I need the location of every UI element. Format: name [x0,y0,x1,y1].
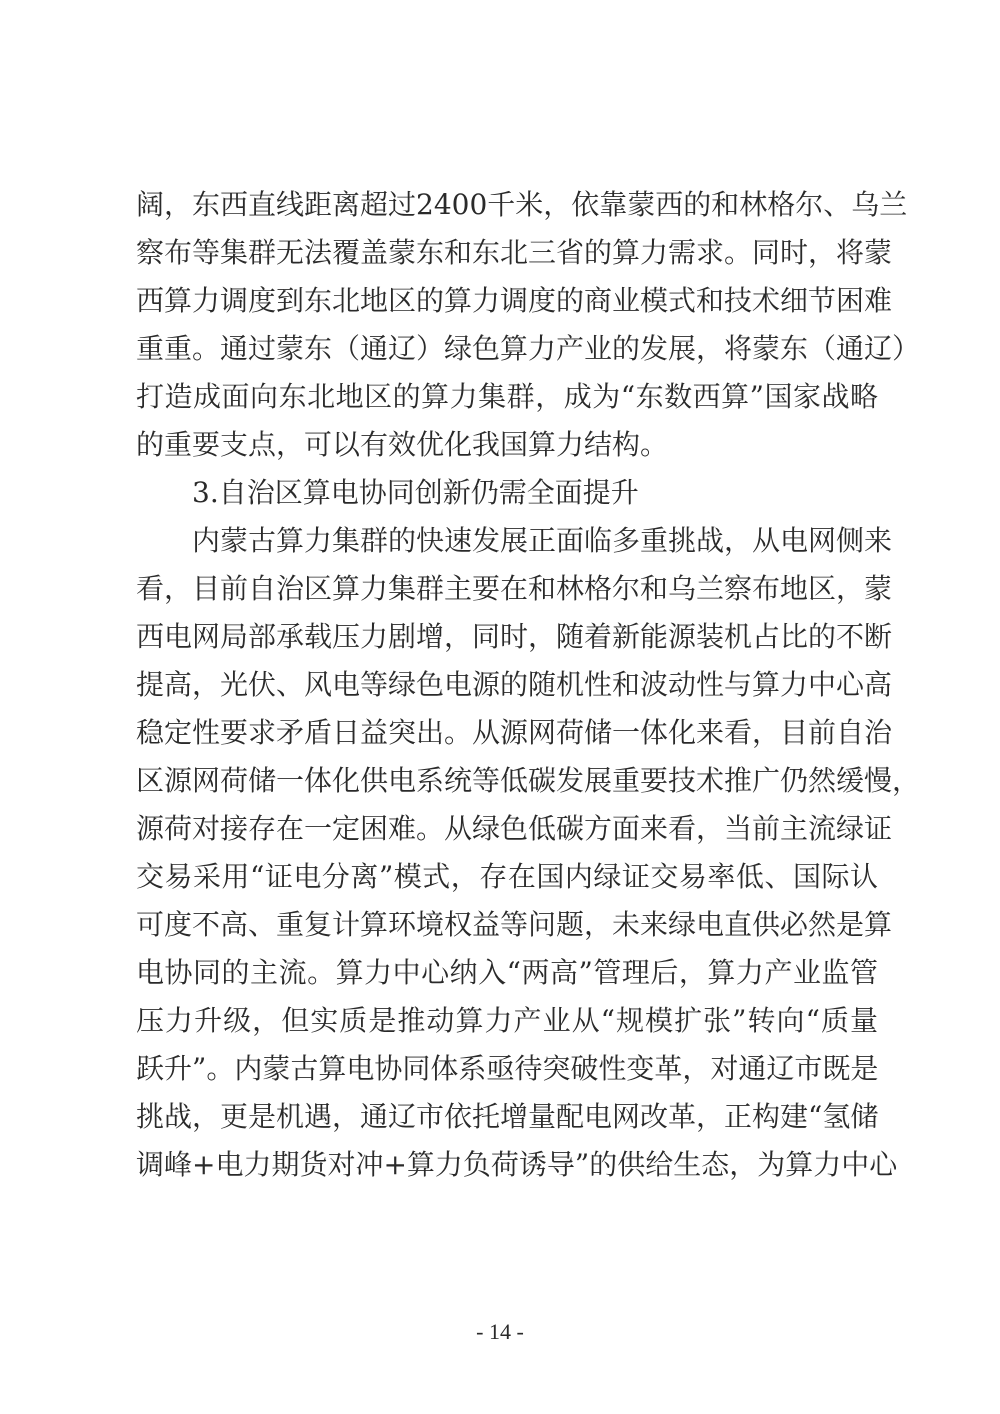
text-line: 察布等集群无法覆盖蒙东和东北三省的算力需求。同时，将蒙 [136,236,893,269]
text-line: 电协同的主流。算力中心纳入“两高”管理后，算力产业监管 [136,956,878,989]
text-line: 稳定性要求矛盾日益突出。从源网荷储一体化来看，目前自治 [136,716,893,749]
body-text [136,181,921,1189]
text-line: 区源网荷储一体化供电系统等低碳发展重要技术推广仍然缓慢， [136,764,921,797]
paragraph-continuation [136,181,921,469]
text-line: 压力升级，但实质是推动算力产业从“规模扩张”转向“质量 [136,1004,878,1037]
text-line: 源荷对接存在一定困难。从绿色低碳方面来看，当前主流绿证 [136,812,893,845]
text-line: 的重要支点，可以有效优化我国算力结构。 [136,428,669,461]
text-line: 看，目前自治区算力集群主要在和林格尔和乌兰察布地区，蒙 [136,572,893,605]
text-line: 提高，光伏、风电等绿色电源的随机性和波动性与算力中心高 [136,668,893,701]
text-line: 阔，东西直线距离超过2400千米，依靠蒙西的和林格尔、乌兰 [136,188,908,221]
text-line: 西电网局部承载压力剧增，同时，随着新能源装机占比的不断 [136,620,893,653]
text-line: 重重。通过蒙东（通辽）绿色算力产业的发展，将蒙东（通辽） [136,332,921,365]
text-line: 交易采用“证电分离”模式，存在国内绿证交易率低、国际认 [136,860,878,893]
text-line: 打造成面向东北地区的算力集群，成为“东数西算”国家战略 [136,380,878,413]
text-line: 西算力调度到东北地区的算力调度的商业模式和技术细节困难 [136,284,893,317]
text-line: 跃升”。内蒙古算电协同体系亟待突破性变革，对通辽市既是 [136,1052,879,1085]
text-line: 内蒙古算力集群的快速发展正面临多重挑战，从电网侧来 [192,524,893,557]
text-line: 可度不高、重复计算环境权益等问题，未来绿电直供必然是算 [136,908,893,941]
text-line: 调峰+电力期货对冲+算力负荷诱导”的供给生态，为算力中心 [136,1148,898,1181]
paragraph [136,517,921,1189]
section-heading: 3.自治区算电协同创新仍需全面提升 [192,476,639,509]
text-line: 挑战，更是机遇，通辽市依托增量配电网改革，正构建“氢储 [136,1100,879,1133]
page-number: - 14 - [476,1319,524,1344]
